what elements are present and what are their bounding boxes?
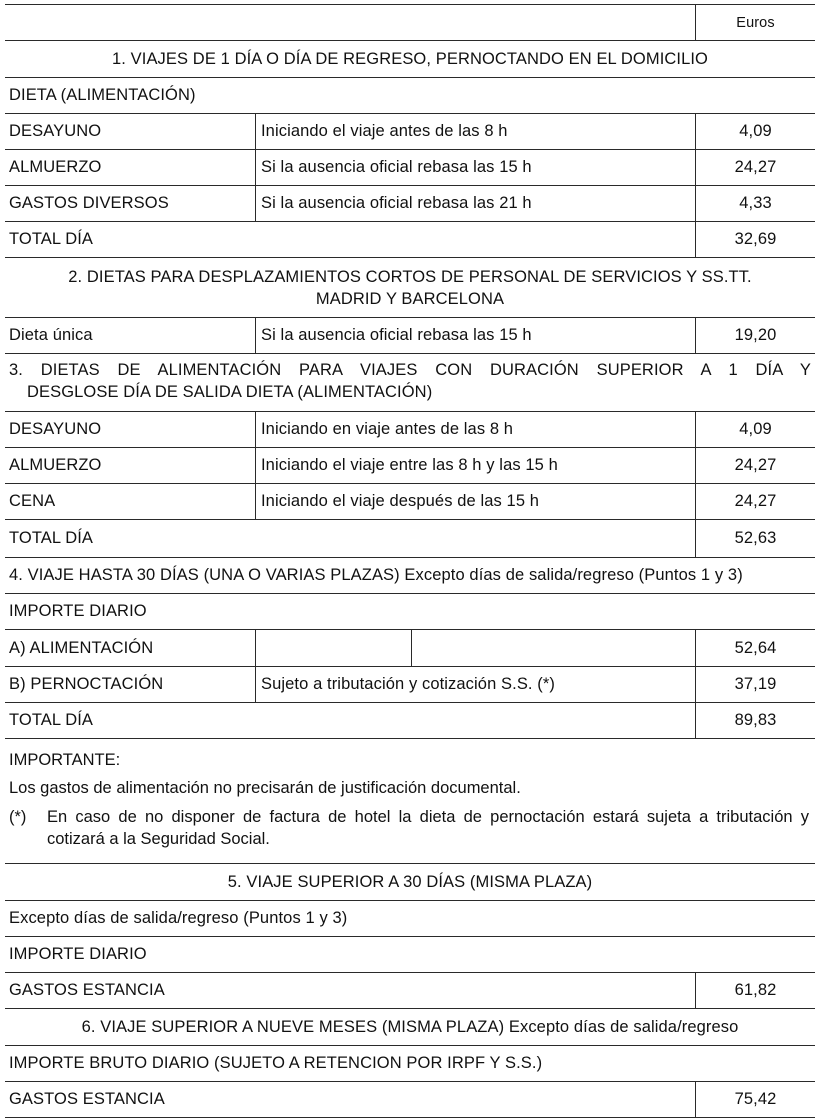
table-row [5,629,815,666]
total-amount: 32,69 [695,222,815,257]
section-4-title-text: 4. VIAJE HASTA 30 DÍAS (UNA O VARIAS PLAZAS) Excepto días de salida/regreso (Puntos 1 y 3) [9,566,743,584]
amount-cell: 37,19 [695,667,815,702]
table-row [5,185,815,221]
section-4-title [5,557,815,593]
concept-cell: CENA [9,492,56,510]
amount-cell: 61,82 [695,973,815,1008]
section-5-title-text: 5. VIAJE SUPERIOR A 30 DÍAS (MISMA PLAZA) [227,873,593,891]
table-row [5,1081,815,1117]
divider [5,1117,815,1118]
condition-cell: Si la ausencia oficial rebasa las 15 h [255,150,695,185]
amount-cell: 75,42 [695,1082,815,1117]
section-4-subtitle-text: IMPORTE DIARIO [9,602,147,620]
condition-cell: Si la ausencia oficial rebasa las 21 h [255,186,695,221]
concept-cell: GASTOS ESTANCIA [9,1090,165,1108]
total-row [5,221,815,257]
amount-cell: 24,27 [695,150,815,185]
concept-cell: ALMUERZO [9,158,102,176]
divider [5,738,815,739]
section-5-title [5,863,815,900]
section-3-title [5,353,815,411]
condition-cell-empty [411,630,695,666]
condition-cell-empty [255,630,411,666]
concept-cell: B) PERNOCTACIÓN [9,675,164,693]
notes-heading: IMPORTANTE: [9,751,121,769]
table-row [5,317,815,353]
table-row [5,411,815,447]
section-2-title [5,257,815,317]
footnote-text: En caso de no disponer de factura de hotel la dieta de pernoctación estará sujeta a tributación y cotizará a la Seguridad Social. [47,808,809,848]
footnote [9,806,809,852]
table-row [5,483,815,519]
table-row [5,666,815,702]
concept-cell: A) ALIMENTACIÓN [9,638,154,657]
table-row [5,972,815,1008]
section-2-title-line1: 2. DIETAS PARA DESPLAZAMIENTOS CORTOS DE PERSONAL DE SERVICIOS Y SS.TT. [68,267,752,286]
table-row [5,113,815,149]
amount-cell: 24,27 [695,448,815,483]
concept-cell: DESAYUNO [9,122,102,140]
section-5-subtitle [5,900,815,936]
currency-header-row [5,4,815,40]
section-1-title [5,40,815,77]
condition-cell: Iniciando el viaje antes de las 8 h [255,114,695,149]
section-3-title-line2: DESGLOSE DÍA DE SALIDA DIETA (ALIMENTACIÓN) [27,383,433,401]
notes-line: Los gastos de alimentación no precisarán de justificación documental. [9,779,521,797]
section-4-subtitle [5,593,815,629]
section-5-subtitle-2-text: IMPORTE DIARIO [9,945,147,963]
section-3-title-text [9,354,811,411]
amount-cell: 4,09 [695,114,815,149]
section-6-title-text: 6. VIAJE SUPERIOR A NUEVE MESES (MISMA PLAZA) Excepto días de salida/regreso [81,1018,739,1036]
section-2-title-text [5,258,815,317]
section-1-subtitle-text: DIETA (ALIMENTACIÓN) [9,86,196,104]
total-label: TOTAL DÍA [9,529,94,547]
concept-cell: Dieta única [9,326,93,344]
section-2-title-line2: MADRID Y BARCELONA [315,289,505,308]
currency-header: Euros [695,5,815,40]
amount-cell: 4,09 [695,412,815,447]
total-label: TOTAL DÍA [9,711,94,729]
concept-cell: ALMUERZO [9,456,102,474]
total-label: TOTAL DÍA [9,230,94,248]
amount-cell: 19,20 [695,318,815,353]
total-row [5,519,815,557]
section-1-subtitle [5,77,815,113]
condition-cell: Iniciando el viaje después de las 15 h [255,484,695,519]
amount-cell: 24,27 [695,484,815,519]
total-row [5,702,815,738]
section-5-subtitle-text: Excepto días de salida/regreso (Puntos 1 y 3) [9,909,348,927]
concept-cell: GASTOS ESTANCIA [9,981,165,999]
condition-cell: Si la ausencia oficial rebasa las 15 h [255,318,695,353]
condition-cell: Iniciando el viaje entre las 8 h y las 15 h [255,448,695,483]
total-amount: 52,63 [695,520,815,557]
concept-cell: GASTOS DIVERSOS [9,194,169,212]
total-amount: 89,83 [695,703,815,738]
section-6-title [5,1008,815,1045]
amount-cell: 4,33 [695,186,815,221]
amount-cell: 52,64 [695,630,815,666]
condition-cell: Sujeto a tributación y cotización S.S. (*) [255,667,695,702]
section-3-title-line1: 3. DIETAS DE ALIMENTACIÓN PARA VIAJES CON DURACIÓN SUPERIOR A 1 DÍA Y [9,361,811,379]
section-6-subtitle-text: IMPORTE BRUTO DIARIO (SUJETO A RETENCION POR IRPF Y S.S.) [9,1054,543,1072]
table-row [5,149,815,185]
section-1-title-text: 1. VIAJES DE 1 DÍA O DÍA DE REGRESO, PERNOCTANDO EN EL DOMICILIO [112,50,708,68]
section-6-subtitle [5,1045,815,1081]
section-5-subtitle-2 [5,936,815,972]
concept-cell: DESAYUNO [9,420,102,438]
condition-cell: Iniciando en viaje antes de las 8 h [255,412,695,447]
footnote-mark: (*) [9,808,27,826]
table-row [5,447,815,483]
